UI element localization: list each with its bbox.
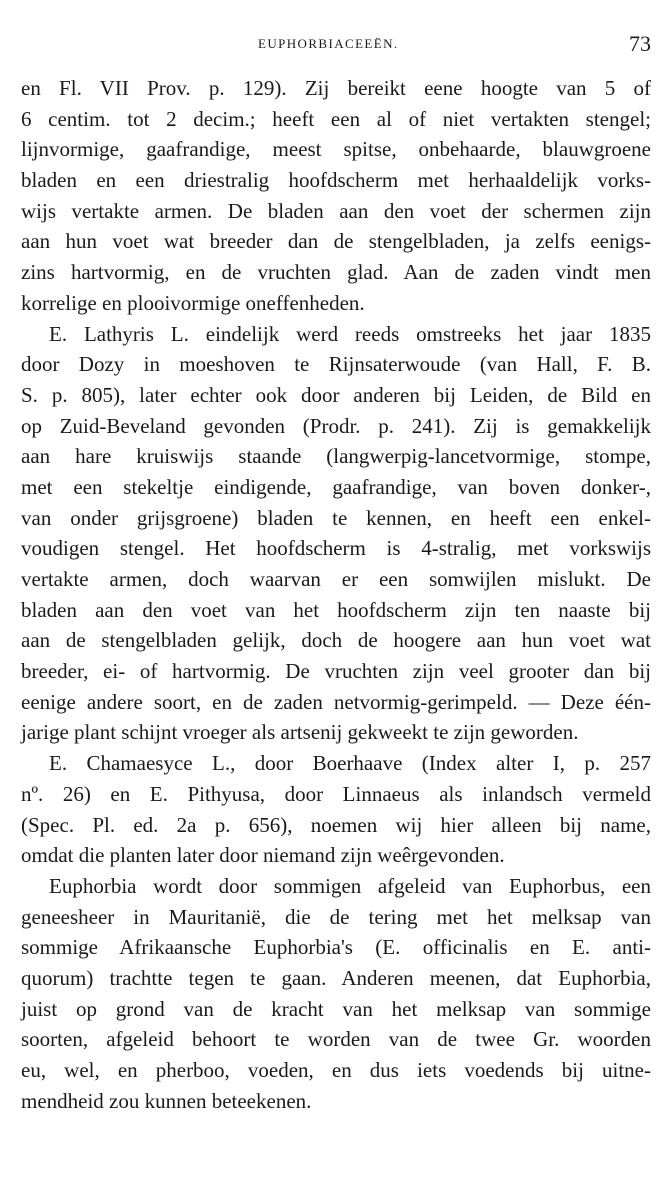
text-line: en Fl. VII Prov. p. 129). Zij bereikt eene hoogte van 5 of <box>21 76 651 100</box>
text-line: E. Chamaesyce L., door Boerhaave (Index alter I, p. 257 <box>49 751 651 776</box>
text-line: op Zuid-Beveland gevonden (Prodr. p. 241). Zij is gemakkelijk <box>21 413 651 438</box>
text-line: breeder, ei- of hartvormig. De vruchten zijn veel grooter dan bij <box>21 659 651 684</box>
text-line: Euphorbia wordt door sommigen afgeleid van Euphorbus, een <box>49 873 651 898</box>
running-title: EUPHORBIACEEËN. <box>258 36 399 51</box>
body-text <box>21 73 651 1116</box>
text-line: aan hare kruiswijs staande (langwerpig-lancetvormige, stompe, <box>21 444 651 469</box>
text-line: mendheid zou kunnen beteekenen. <box>21 1088 312 1113</box>
text-line: nº. 26) en E. Pithyusa, door Linnaeus als inlandsch vermeld <box>21 781 651 806</box>
page-number: 73 <box>629 31 651 56</box>
text-line: quorum) trachtte tegen te gaan. Anderen meenen, dat Euphorbia, <box>21 965 651 990</box>
text-line: met een stekeltje eindigende, gaafrandige, van boven donker-, <box>21 474 651 499</box>
text-line: voudigen stengel. Het hoofdscherm is 4-stralig, met vorkswijs <box>21 536 651 561</box>
text-line: wijs vertakte armen. De bladen aan den voet der schermen zijn <box>21 198 651 223</box>
text-line: lijnvormige, gaafrandige, meest spitse, onbehaarde, blauwgroene <box>21 137 651 162</box>
text-line: zins hartvormig, en de vruchten glad. Aan de zaden vindt men <box>21 260 651 285</box>
text-line: aan hun voet wat breeder dan de stengelbladen, ja zelfs eenigs- <box>21 229 651 254</box>
page-header <box>0 32 669 58</box>
text-line: eenige andere soort, en de zaden netvormig-gerimpeld. — Deze één- <box>21 689 651 714</box>
text-line: bladen en een driestralig hoofdscherm met herhaaldelijk vorks- <box>21 168 651 193</box>
text-line: door Dozy in moeshoven te Rijnsaterwoude (van Hall, F. B. <box>21 352 651 377</box>
text-line: bladen aan den voet van het hoofdscherm zijn ten naaste bij <box>21 597 651 622</box>
text-line: korrelige en plooivormige oneffenheden. <box>21 290 365 315</box>
text-line: sommige Afrikaansche Euphorbia's (E. officinalis en E. anti- <box>21 935 651 960</box>
text-line: juist op grond van de kracht van het melksap van sommige <box>21 996 651 1021</box>
text-line: van onder grijsgroene) bladen te kennen, en heeft een enkel- <box>21 505 651 530</box>
text-line: (Spec. Pl. ed. 2a p. 656), noemen wij hier alleen bij name, <box>21 812 651 837</box>
text-line: E. Lathyris L. eindelijk werd reeds omstreeks het jaar 1835 <box>49 321 651 346</box>
text-line: S. p. 805), later echter ook door anderen bij Leiden, de Bild en <box>21 382 651 407</box>
text-line: omdat die planten later door niemand zijn weêrgevonden. <box>21 843 505 868</box>
text-line: jarige plant schijnt vroeger als artsenij gekweekt te zijn geworden. <box>21 720 579 745</box>
text-line: soorten, afgeleid behoort te worden van de twee Gr. woorden <box>21 1027 651 1052</box>
text-line: 6 centim. tot 2 decim.; heeft een al of niet vertakten stengel; <box>21 106 651 131</box>
text-line: eu, wel, en pherboo, voeden, en dus iets voedends bij uitne- <box>21 1058 651 1082</box>
text-line: aan de stengelbladen gelijk, doch de hoogere aan hun voet wat <box>21 628 651 653</box>
text-line: geneesheer in Mauritanië, die de tering met het melksap van <box>21 904 651 929</box>
text-line: vertakte armen, doch waarvan er een somwijlen mislukt. De <box>21 567 651 591</box>
